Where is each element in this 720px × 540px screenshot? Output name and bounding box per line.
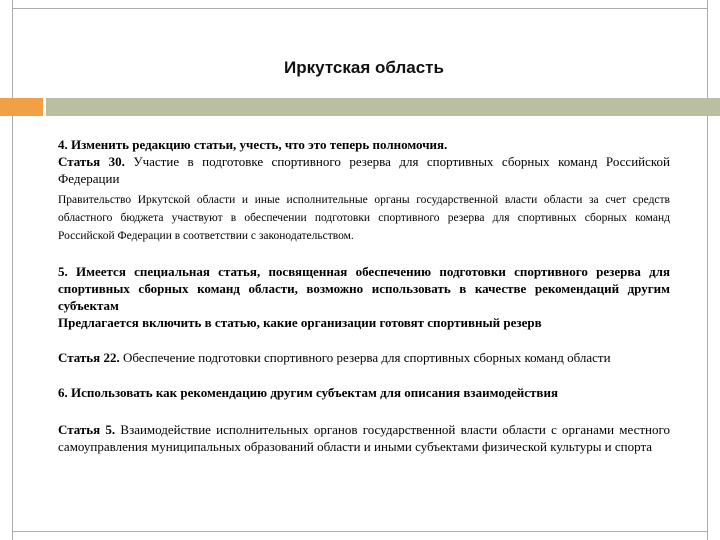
article-30-body: Правительство Иркутской области и иные исполнительные органы государственной власти области за счет средств областного бюджета участвуют в обеспечении подготовки спортивного резерва для спортивных сборных команд Российской Федерации в соответствии с законодательством. — [58, 194, 670, 242]
accent-bar — [0, 98, 43, 116]
frame-left-line — [12, 0, 13, 540]
item-4-heading: 4. Изменить редакцию статьи, учесть, что это теперь полномочия. — [58, 137, 448, 152]
article-30-label: Статья 30. — [58, 154, 125, 169]
article-22-heading — [58, 349, 670, 366]
article-5-label: Статья 5. — [58, 422, 116, 437]
item-6-heading: 6. Использовать как рекомендацию другим субъектам для описания взаимодействия — [58, 385, 558, 400]
slide-title: Иркутская область — [284, 58, 444, 77]
article-22-title: Обеспечение подготовки спортивного резерва для спортивных сборных команд области — [119, 350, 611, 365]
frame-top-line — [12, 8, 708, 9]
frame-bottom-line — [12, 531, 708, 532]
spacer — [58, 401, 670, 421]
item-5-proposal: Предлагается включить в статью, какие организации готовят спортивный резерв — [58, 315, 542, 330]
article-30-heading — [58, 153, 670, 187]
slide-content — [58, 136, 670, 455]
article-22-label: Статья 22. — [58, 350, 120, 365]
article-30-title: Участие в подготовке спортивного резерва для спортивных сборных команд Российской Федерации — [58, 154, 671, 186]
spacer — [58, 245, 670, 263]
article-5-title: Взаимодействие исполнительных органов государственной власти области с органами местного самоуправления муниципальных образований области и иными субъектами физической культуры и спорта — [58, 422, 671, 454]
title-divider-bar — [46, 98, 720, 116]
frame-right-line — [707, 0, 708, 540]
spacer — [58, 366, 670, 384]
item-5-heading: 5. Имеется специальная статья, посвященная обеспечению подготовки спортивного резерва для спортивных сборных команд области, возможно использовать в качестве рекомендаций другим субъектам — [58, 264, 670, 313]
article-5-heading — [58, 421, 670, 455]
spacer — [58, 331, 670, 349]
